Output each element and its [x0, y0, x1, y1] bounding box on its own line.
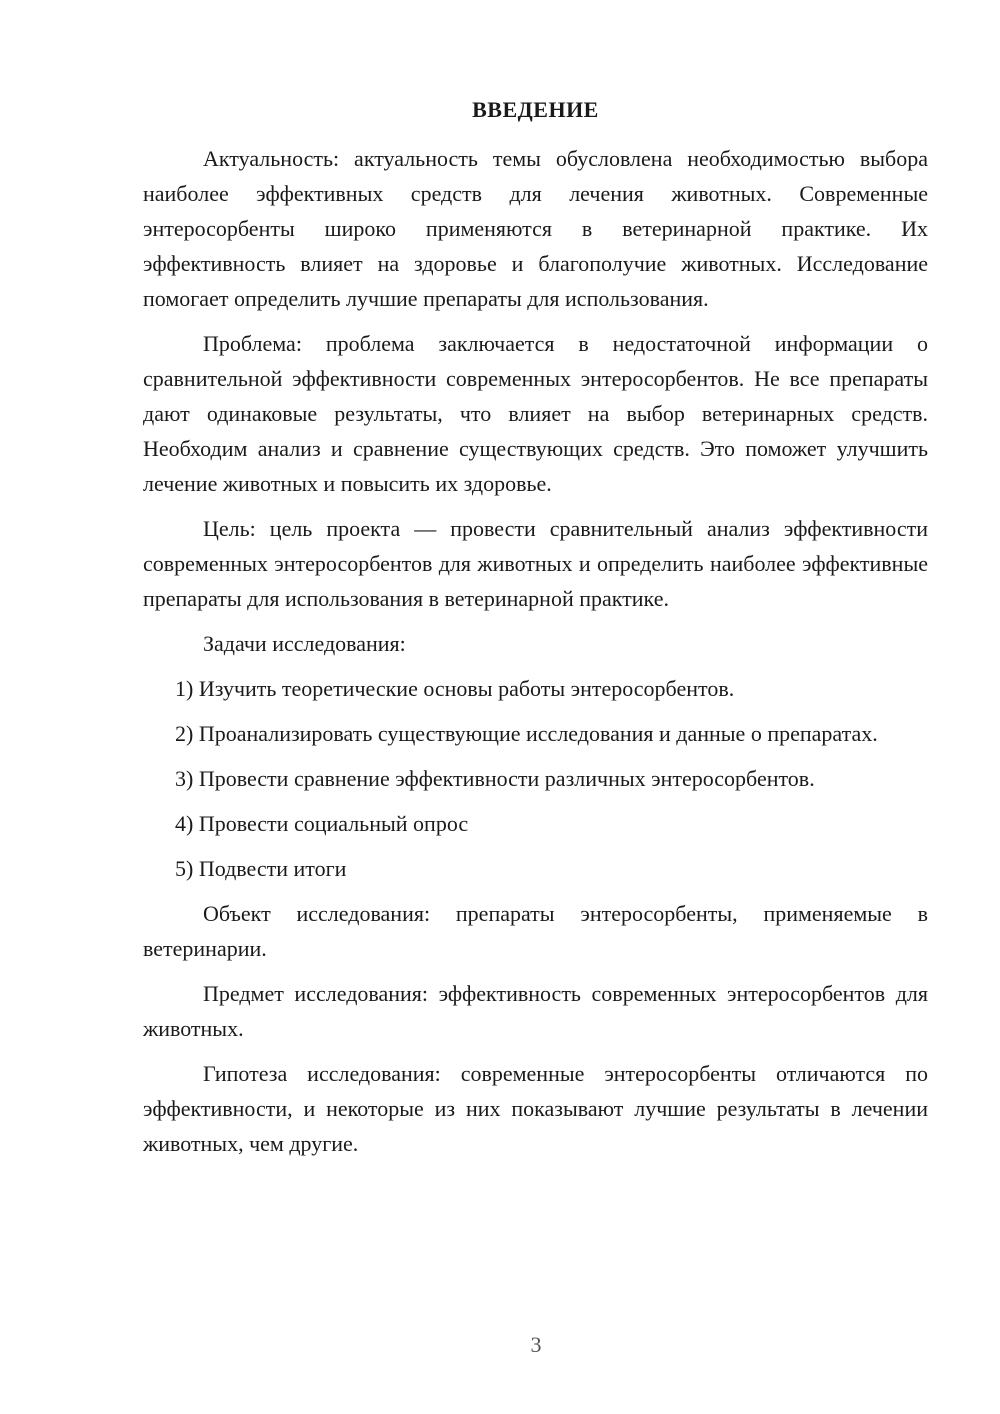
paragraph-goal: Цель: цель проекта — провести сравнительный анализ эффективности современных энтеросорбентов для животных и определить наиболее эффективные препараты для использования в ветеринарной практике.	[143, 516, 928, 611]
list-item-task-5: 5) Подвести итоги	[175, 856, 347, 881]
paragraph-problem: Проблема: проблема заключается в недостаточной информации о сравнительной эффективности современных энтеросорбентов. Не все препараты дают одинаковые результаты, что влияет на выбор ветеринарных средств. Необходим анализ и сравнение существующих средств. Это поможет улучшить лечение животных и повысить их здоровье.	[143, 331, 928, 496]
page-number: 3	[530, 1332, 542, 1357]
list-item-task-3: 3) Провести сравнение эффективности различных энтеросорбентов.	[175, 766, 815, 791]
paragraph-relevance: Актуальность: актуальность темы обусловлена необходимостью выбора наиболее эффективных средств для лечения животных. Современные энтеросорбенты широко применяются в ветеринарной практике. Их эффективность влияет на здоровье и благополучие животных. Исследование помогает определить лучшие препараты для использования.	[143, 146, 928, 311]
list-item-task-1: 1) Изучить теоретические основы работы энтеросорбентов.	[175, 676, 735, 701]
paragraph-tasks-heading: Задачи исследования:	[203, 631, 406, 656]
list-item-task-2: 2) Проанализировать существующие исследования и данные о препаратах.	[175, 721, 878, 746]
paragraph-hypothesis: Гипотеза исследования: современные энтеросорбенты отличаются по эффективности, и некоторые из них показывают лучшие результаты в лечении животных, чем другие.	[143, 1061, 928, 1156]
list-item-task-4: 4) Провести социальный опрос	[175, 811, 469, 836]
paragraph-subject: Предмет исследования: эффективность современных энтеросорбентов для животных.	[143, 981, 928, 1041]
document-page	[143, 95, 928, 1171]
paragraph-object: Объект исследования: препараты энтеросорбенты, применяемые в ветеринарии.	[143, 901, 928, 961]
page-title: ВВЕДЕНИЕ	[472, 97, 599, 122]
